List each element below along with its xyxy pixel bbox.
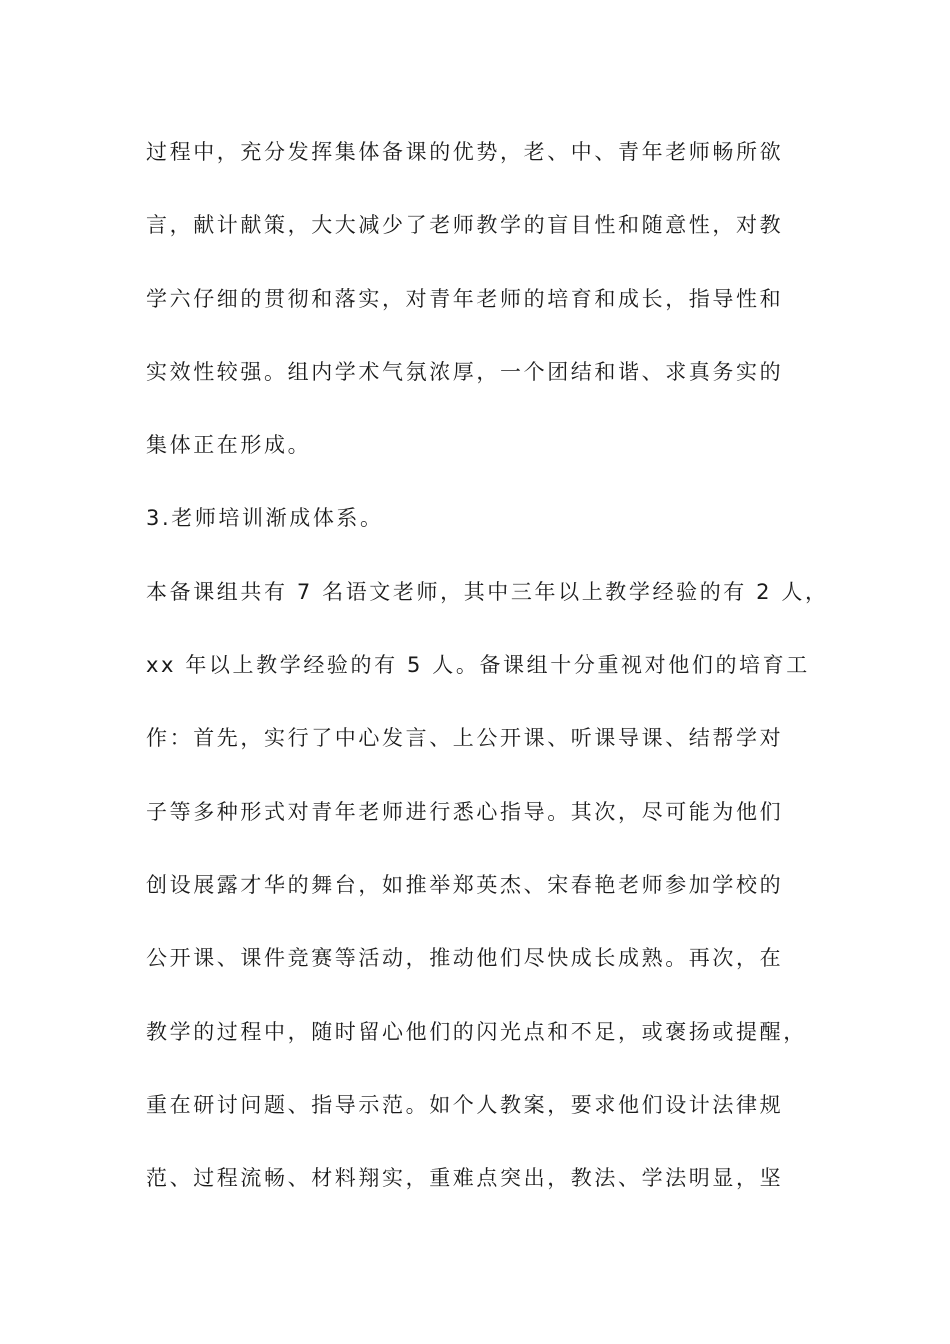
text-line: 学六仔细的贯彻和落实，对青年老师的培育和成长，指导性和 [146,286,784,311]
text-line: xx 年以上教学经验的有 5 人。备课组十分重视对他们的培育工 [146,653,810,678]
text-line: 作：首先，实行了中心发言、上公开课、听课导课、结帮学对 [146,726,784,751]
document-body [146,132,829,1231]
section-heading: 3.老师培训渐成体系。 [146,506,384,531]
text-line: 创设展露才华的舞台，如推举郑英杰、宋春艳老师参加学校的 [146,872,784,897]
text-line: 公开课、课件竞赛等活动，推动他们尽快成长成熟。再次，在 [146,946,784,971]
text-line: 实效性较强。组内学术气氛浓厚，一个团结和谐、求真务实的 [146,359,784,384]
text-line: 过程中，充分发挥集体备课的优势，老、中、青年老师畅所欲 [146,140,784,164]
text-line: 范、过程流畅、材料翔实，重难点突出，教法、学法明显，坚 [146,1166,784,1191]
text-line: 集体正在形成。 [146,433,312,458]
text-line: 言，献计献策，大大减少了老师教学的盲目性和随意性，对教 [146,213,784,238]
text-line: 子等多种形式对青年老师进行悉心指导。其次，尽可能为他们 [146,799,784,824]
text-line: 教学的过程中，随时留心他们的闪光点和不足，或褒扬或提醒， [146,1019,807,1044]
text-line: 重在研讨问题、指导示范。如个人教案，要求他们设计法律规 [146,1092,784,1117]
text-line: 本备课组共有 7 名语文老师，其中三年以上教学经验的有 2 人， [146,579,829,604]
